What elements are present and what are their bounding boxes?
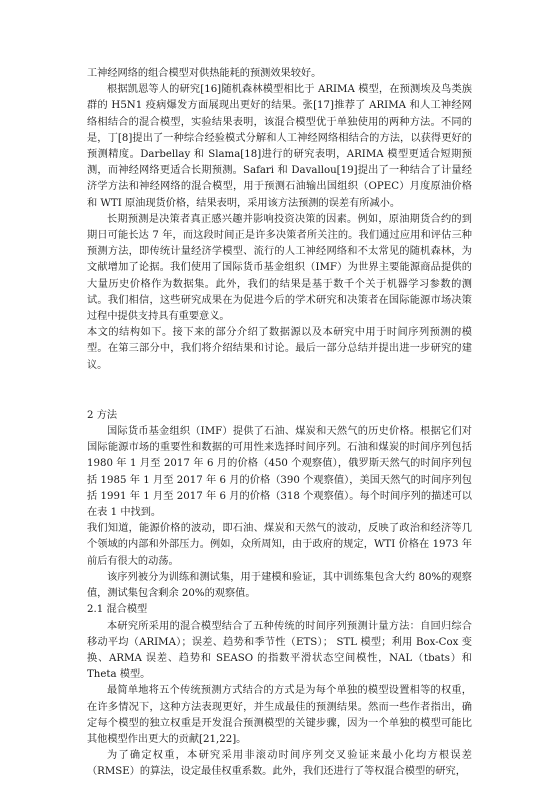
paragraph: 该序列被分为训练和测试集，用于建模和验证，其中训练集包含大约 80%的观察值，测试集包含剩余 20%的观察值。 (87, 571, 472, 600)
paragraph: 根据凯恩等人的研究[16]随机森林模型相比于 ARIMA 模型，在预测埃及鸟类族群的 H5N1 疫病爆发方面展现出更好的结果。张[17]推荐了 ARIMA 和人工神经网络相结合的混合模型，实验结果表明，该混合模型优于单独使用的两种方法。不同的是，丁[8]提出了一种综合经验模式分解和人工神经网络相结合的方法，以获得更好的预测精度。Darbellay 和 Slama[18]进行的研究表明，ARIMA 模型更适合短期预测，而神经网络更适合长期预测。Safari 和 Davallou[19]提出了一种结合了计量经济学方法和神经网络的混合模型，用于预测石油输出国组织（OPEC）月度原油价格和 WTI 原油现货价格，结果表明，采用该方法预测的误差有所减小。 (87, 84, 472, 209)
paragraph: 本文的结构如下。接下来的部分介绍了数据源以及本研究中用于时间序列预测的模型。在第三部分中，我们将介绍结果和讨论。最后一部分总结并提出进一步研究的建议。 (87, 327, 472, 371)
subsection-heading: 2.1 混合模型 (87, 604, 148, 616)
paragraph: 国际货币基金组织（IMF）提供了石油、煤炭和天然气的历史价格。根据它们对国际能源市场的重要性和数据的可用性来选择时间序列。石油和煤炭的时间序列包括 1980 年 1 月至 2017 年 6 月的价格（450 个观察值），俄罗斯天然气的时间序列包括 1985 年 1 月至 2017 年 6 月的价格（390 个观察值），美国天然气的时间序列包括 1991 年 1 月至 2017 年 6 月的价格（318 个观察值）。每个时间序列的描述可以在表 1 中找到。 (87, 426, 472, 519)
section-methods (87, 408, 472, 602)
paragraph: 本研究所采用的混合模型结合了五种传统的时间序列预测计量方法：自回归综合移动平均（ARIMA）；误差、趋势和季节性（ETS）； STL 模型；利用 Box-Cox 变换、ARMA 误差、趋势和 SEASO 的指数平滑状态空间模性，NAL（tbats）和 Theta 模型。 (87, 620, 472, 681)
paragraph: 为了确定权重，本研究采用非滚动时间序列交叉验证来最小化均方根误差（RMSE）的算法，设定最佳权重系数。此外，我们还进行了等权混合模型的研究， (87, 750, 472, 778)
subsection-hybrid-model (87, 602, 472, 780)
intro-section (87, 66, 472, 374)
section-spacer (87, 374, 472, 408)
paragraph: 我们知道，能源价格的波动，即石油、煤炭和天然气的波动，反映了政治和经济等几个领域的内部和外部压力。例如，众所周知，由于政府的规定，WTI 价格在 1973 年前后有很大的动荡。 (87, 523, 472, 567)
document-page (87, 66, 472, 781)
section-heading: 2 方法 (87, 409, 118, 421)
paragraph: 长期预测是决策者真正感兴趣并影响投资决策的因素。例如，原油期货合约的到期日可能长达 7 年，而这段时间正是许多决策者所关注的。我们通过应用和评估三种预测方法，即传统计量经济学模型、流行的人工神经网络和不太常见的随机森林，为文献增加了论据。我们使用了国际货币基金组织（IMF）为世界主要能源商品提供的大量历史价格作为数据集。此外，我们的结果是基于数千个关于机器学习参数的测试。我们相信，这些研究成果在为促进今后的学术研究和决策者在国际能源市场决策过程中提供支持具有重要意义。 (87, 213, 472, 323)
paragraph: 最简单地将五个传统预测方式结合的方式是为每个单独的模型设置相等的权重，在许多情况下，这种方法表现更好，并生成最佳的预测结果。然而一些作者指出，确定每个模型的独立权重是开发混合预测模型的关键步骤，因为一个单独的模型可能比其他模型作出更大的贡献[21,22]。 (87, 685, 472, 745)
paragraph: 工神经网络的组合模型对供热能耗的预测效果较好。 (87, 68, 322, 79)
